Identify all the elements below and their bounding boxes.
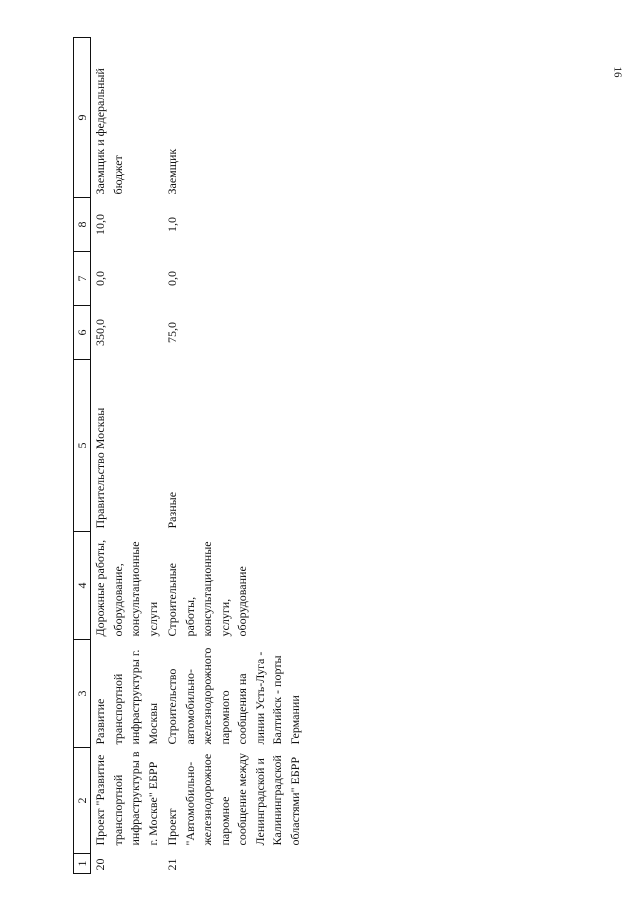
project-description: Развитие транспортной инфраструктуры г. Москвы [93,649,160,745]
funding-source: Заемщик и федеральный бюджет [93,68,125,195]
page-number: 16 [611,66,624,78]
project-name: Проект "Автомобильно-железнодорожное паромное сообщение между Ленинградской и Калининградской областями" ЕБРР [165,753,302,846]
table-row [91,38,164,874]
table-row [163,38,305,874]
projects-table [73,37,305,874]
value-col8: 1,0 [165,217,179,232]
column-header: 1 [74,854,91,874]
column-header: 9 [74,38,91,198]
column-number-row [74,38,91,874]
value-col8: 10,0 [93,214,107,235]
value-col6: 75,0 [165,322,179,343]
column-header: 6 [74,306,91,360]
column-header: 8 [74,198,91,252]
column-header: 7 [74,252,91,306]
funding-source: Заемщик [165,148,179,195]
works-type: Строительные работы, консультационные услуги, оборудование [165,541,249,637]
value-col7: 0,0 [165,271,179,286]
column-header: 3 [74,640,91,748]
column-header: 2 [74,748,91,854]
project-name: Проект "Развитие транспортной инфраструктуры в г. Москве" ЕБРР [93,751,160,846]
column-header: 5 [74,360,91,532]
value-col7: 0,0 [93,271,107,286]
value-col6: 350,0 [93,319,107,346]
executor: Разные [165,491,179,529]
column-header: 4 [74,532,91,640]
works-type: Дорожные работы, оборудование, консультационные услуги [93,539,160,637]
funding-table-rotated [73,38,377,874]
executor: Правительство Москвы [93,407,107,529]
row-number: 21 [165,858,179,871]
project-description: Строительство автомобильно-железнодорожного паромного сообщения на линии Усть-Луга - Балтийск - порты Германии [165,647,302,745]
row-number: 20 [93,858,107,871]
